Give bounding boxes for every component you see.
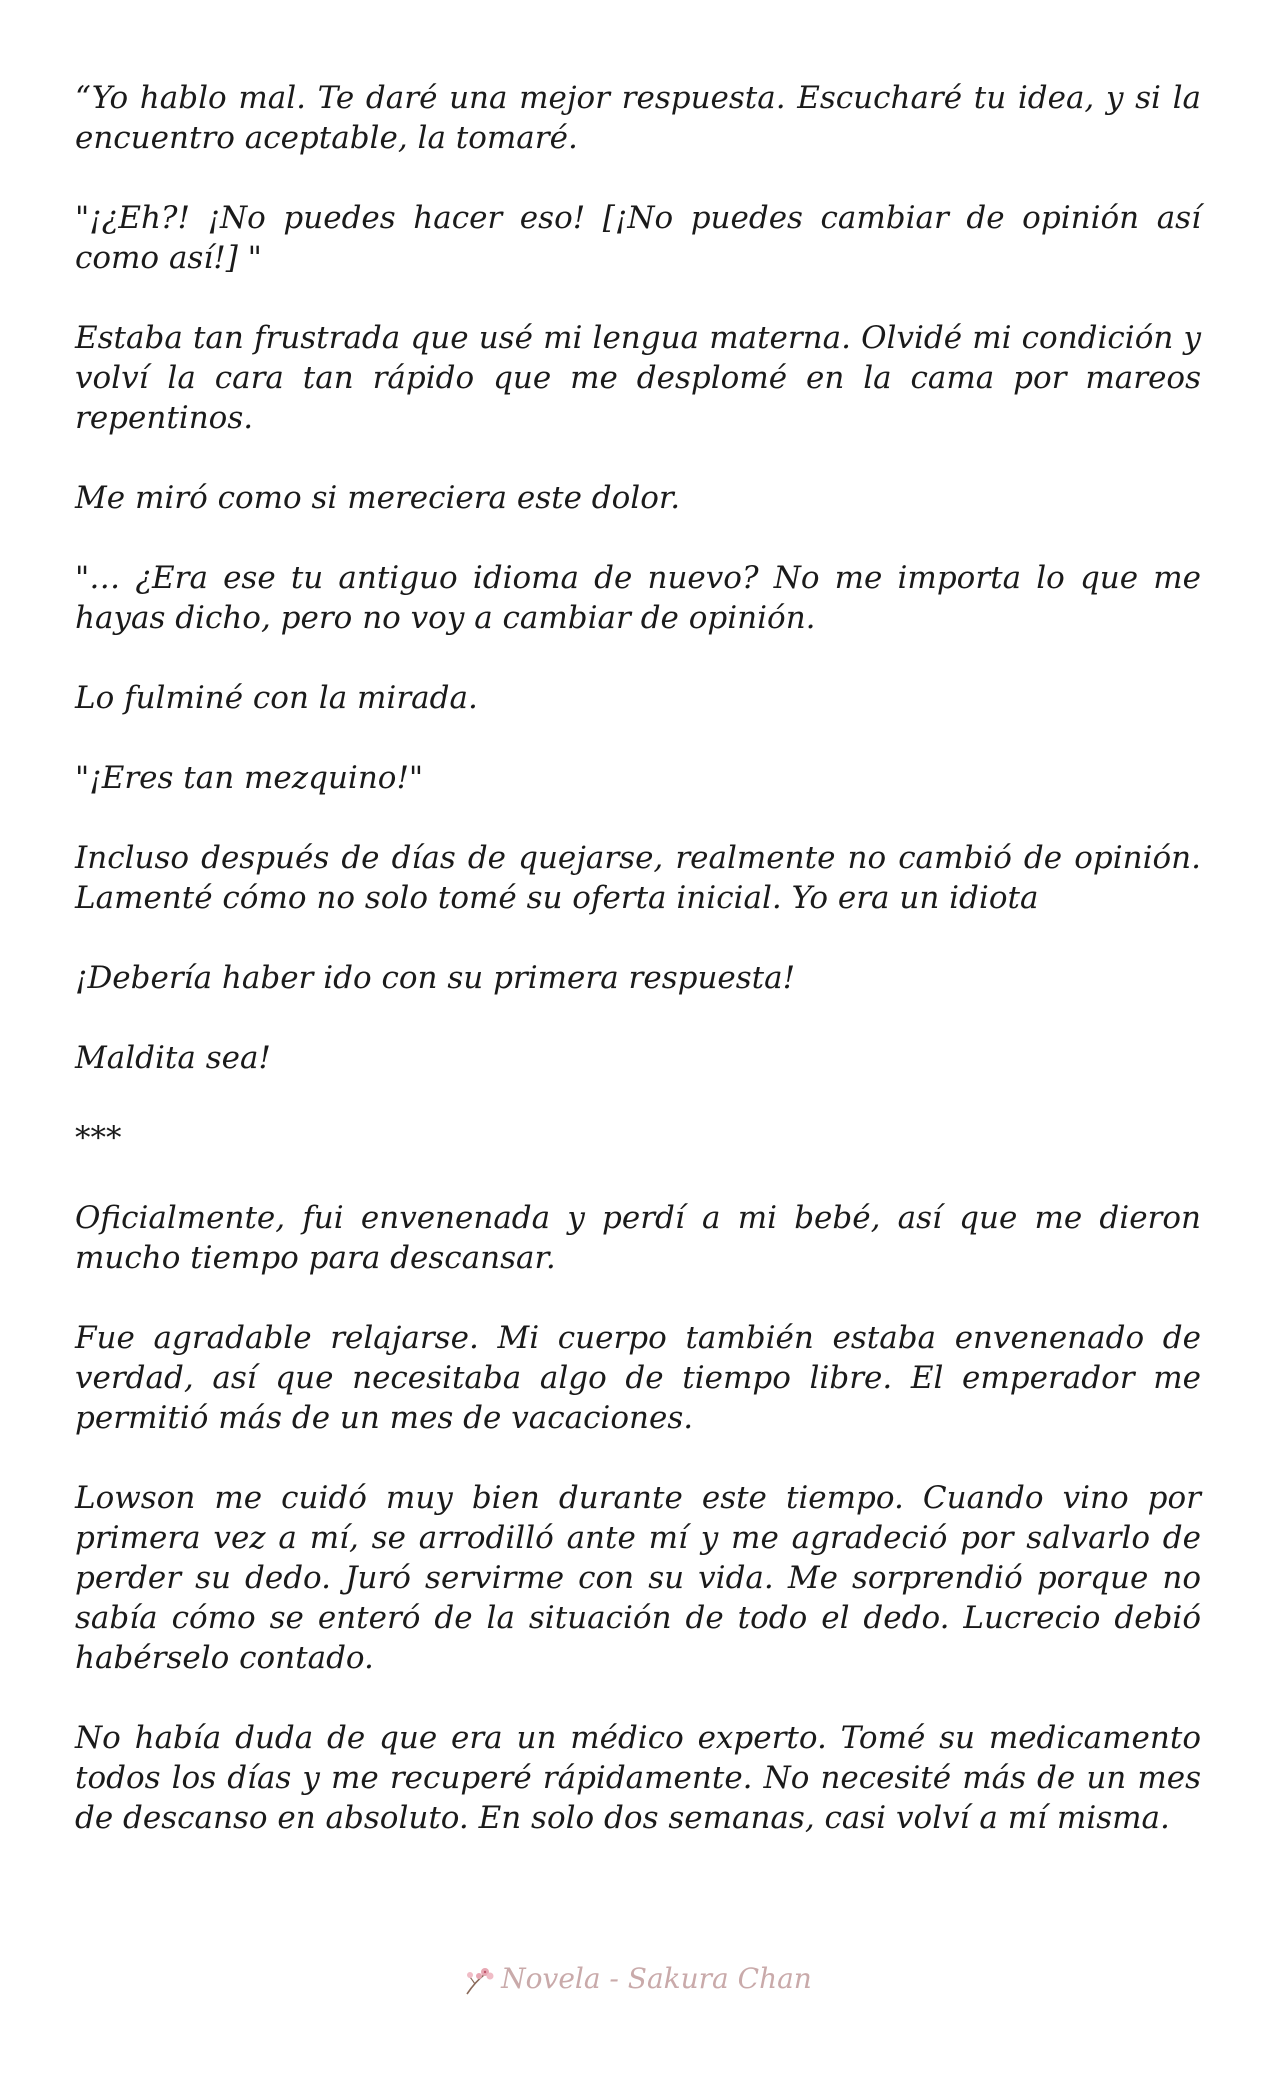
paragraph: Me miró como si mereciera este dolor. xyxy=(75,480,681,516)
paragraph: Oficialmente, fui envenenada y perdí a mi bebé, así que me dieron mucho tiempo para descansar. xyxy=(75,1200,1201,1276)
paragraph: ¡Debería haber ido con su primera respuesta! xyxy=(75,960,796,996)
watermark-text: Novela - Sakura Chan xyxy=(501,1962,812,1995)
paragraph: Estaba tan frustrada que usé mi lengua materna. Olvidé mi condición y volví la cara tan rápido que me desplomé en la cama por mareos repentinos. xyxy=(75,320,1201,436)
paragraph: Incluso después de días de quejarse, realmente no cambió de opinión. Lamenté cómo no solo tomé su oferta inicial. Yo era un idiota xyxy=(75,840,1201,916)
paragraph: Maldita sea! xyxy=(75,1040,271,1076)
paragraph: No había duda de que era un médico experto. Tomé su medicamento todos los días y me recuperé rápidamente. No necesité más de un mes de descanso en absoluto. En solo dos semanas, casi volví a mí misma. xyxy=(75,1720,1201,1836)
paragraph: "… ¿Era ese tu antiguo idioma de nuevo? No me importa lo que me hayas dicho, pero no voy a cambiar de opinión. xyxy=(75,560,1201,636)
watermark-footer xyxy=(0,1962,1275,1998)
document-body xyxy=(75,78,1201,1878)
paragraph: Fue agradable relajarse. Mi cuerpo también estaba envenenado de verdad, así que necesitaba algo de tiempo libre. El emperador me permitió más de un mes de vacaciones. xyxy=(75,1320,1201,1436)
sakura-flower-icon xyxy=(463,1964,497,1998)
paragraph: “Yo hablo mal. Te daré una mejor respuesta. Escucharé tu idea, y si la encuentro aceptable, la tomaré. xyxy=(75,80,1201,156)
scene-break: *** xyxy=(75,1120,122,1156)
paragraph: Lo fulminé con la mirada. xyxy=(75,680,478,716)
paragraph: "¡¿Eh?! ¡No puedes hacer eso! [¡No puedes cambiar de opinión así como así!] " xyxy=(75,200,1201,276)
paragraph: Lowson me cuidó muy bien durante este tiempo. Cuando vino por primera vez a mí, se arrodilló ante mí y me agradeció por salvarlo de perder su dedo. Juró servirme con su vida. Me sorprendió porque no sabía cómo se enteró de la situación de todo el dedo. Lucrecio debió habérselo contado. xyxy=(75,1480,1201,1676)
paragraph: "¡Eres tan mezquino!" xyxy=(75,760,424,796)
